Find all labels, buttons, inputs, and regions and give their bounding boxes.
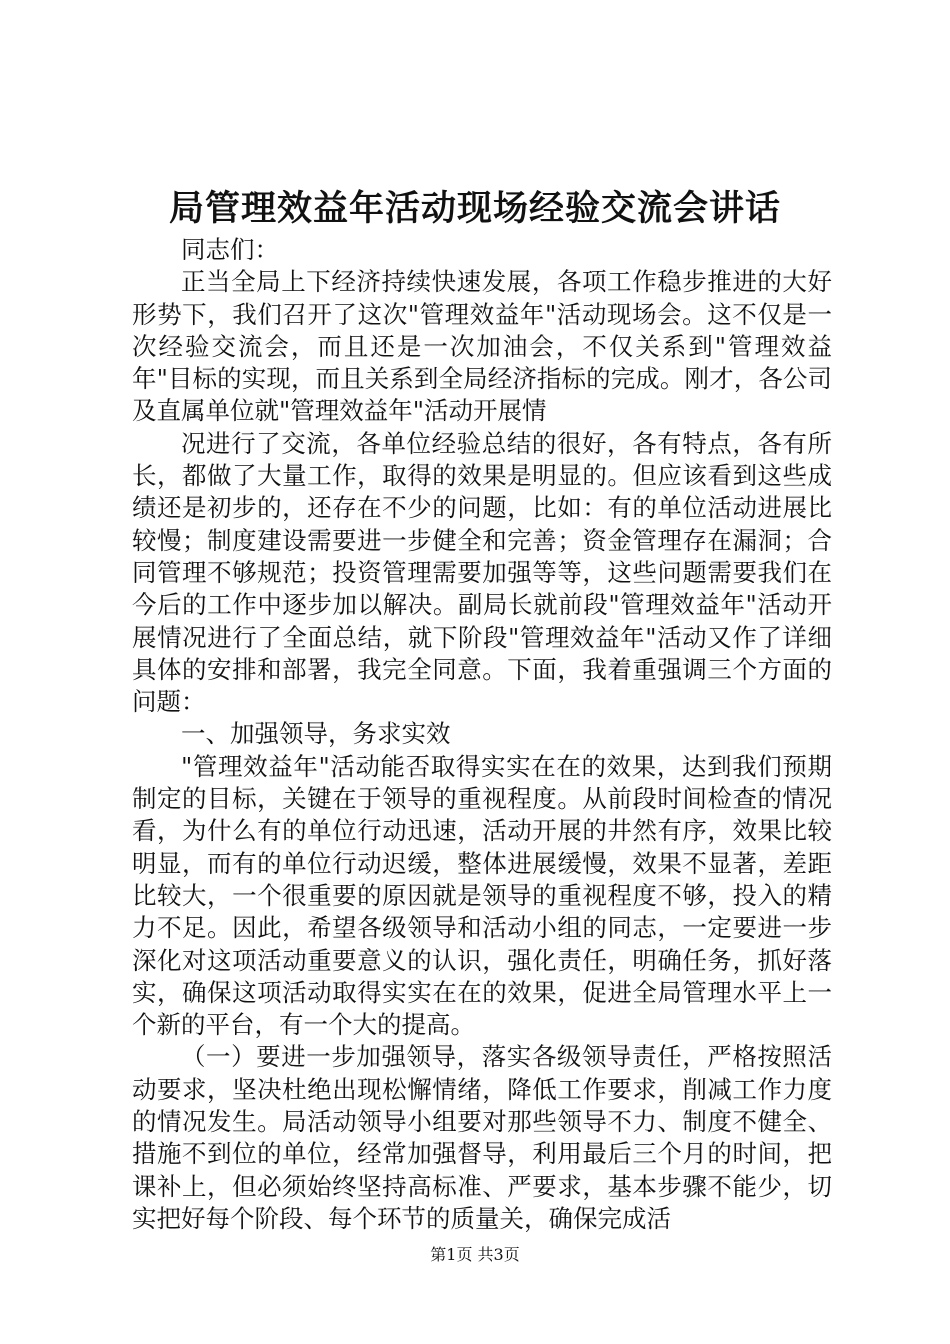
document-title: 局管理效益年活动现场经验交流会讲话 (168, 188, 781, 229)
body-paragraph: 正当全局上下经济持续快速发展，各项工作稳步推进的大好形势下，我们召开了这次"管理效益年"活动现场会。这不仅是一次经验交流会，而且还是一次加油会，不仅关系到"管理效益年"目标的实现，而且关系到全局经济指标的完成。刚才，各公司及直属单位就"管理效益年"活动开展情 (132, 267, 832, 426)
body-paragraph: （一）要进一步加强领导，落实各级领导责任，严格按照活动要求，坚决杜绝出现松懈情绪，降低工作要求，削减工作力度的情况发生。局活动领导小组要对那些领导不力、制度不健全、措施不到位的单位，经常加强督导，利用最后三个月的时间，把课补上，但必须始终坚持高标准、严要求，基本步骤不能少，切实把好每个阶段、每个环节的质量关，确保完成活 (132, 1042, 832, 1233)
document-body (132, 234, 832, 1235)
body-paragraph: "管理效益年"活动能否取得实实在在的效果，达到我们预期制定的目标，关键在于领导的重视程度。从前段时间检查的情况看，为什么有的单位行动迅速，活动开展的井然有序，效果比较明显，而有的单位行动迟缓，整体进展缓慢，效果不显著，差距比较大，一个很重要的原因就是领导的重视程度不够，投入的精力不足。因此，希望各级领导和活动小组的同志，一定要进一步深化对这项活动重要意义的认识，强化责任，明确任务，抓好落实，确保这项活动取得实实在在的效果，促进全局管理水平上一个新的平台，有一个大的提高。 (132, 751, 832, 1040)
body-paragraph: 况进行了交流，各单位经验总结的很好，各有特点，各有所长，都做了大量工作，取得的效果是明显的。但应该看到这些成绩还是初步的，还存在不少的问题，比如：有的单位活动进展比较慢；制度建设需要进一步健全和完善；资金管理存在漏洞；合同管理不够规范；投资管理需要加强等等，这些问题需要我们在今后的工作中逐步加以解决。副局长就前段"管理效益年"活动开展情况进行了全面总结，就下阶段"管理效益年"活动又作了详细具体的安排和部署，我完全同意。下面，我着重强调三个方面的问题： (132, 428, 832, 717)
section-heading: 一、加强领导，务求实效 (181, 719, 451, 749)
salutation: 同志们： (181, 235, 279, 264)
page-footer: 第1页 共3页 (430, 1245, 520, 1264)
